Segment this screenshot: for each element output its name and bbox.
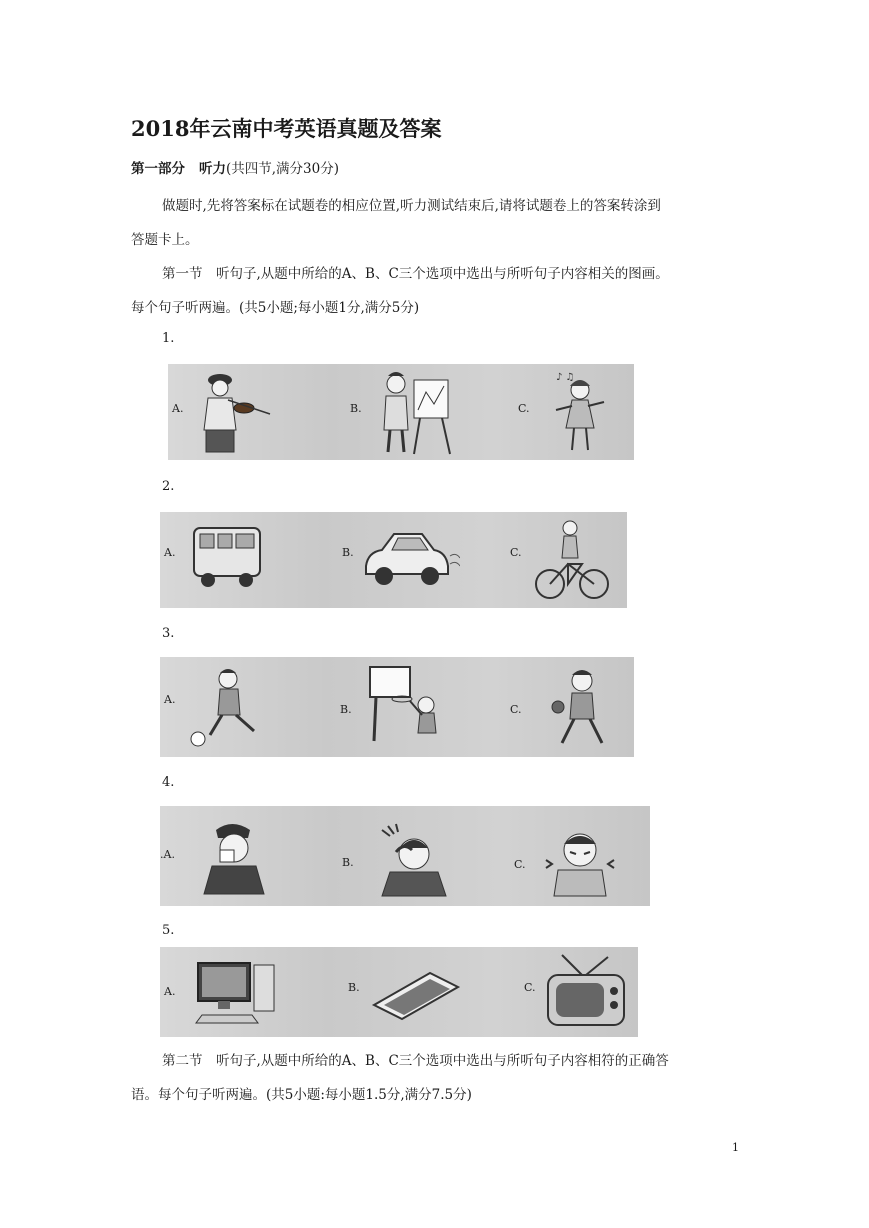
bicycle-icon (532, 518, 612, 602)
part-name: 听力 (199, 161, 226, 177)
page-title: 2018年云南中考英语真题及答案 (131, 116, 442, 141)
option-label-a: .A. (160, 848, 175, 861)
option-label-c: C. (524, 981, 536, 994)
part-heading (131, 157, 339, 177)
painter-easel-icon (378, 370, 458, 456)
option-label-b: B. (340, 703, 352, 716)
section2-line-1: 第二节 听句子,从题中所给的A、B、C三个选项中选出与所听句子内容相符的正确答 (162, 1053, 669, 1069)
option-label-b: B. (342, 546, 354, 559)
option-label-c: C. (514, 858, 526, 871)
question-5-image-strip (160, 947, 638, 1037)
violin-player-icon (198, 370, 278, 454)
question-number: 3. (162, 626, 175, 641)
basketball-hoop-icon (366, 661, 450, 751)
option-label-b: B. (350, 402, 362, 415)
soccer-boy-icon (188, 665, 268, 751)
question-number: 2. (162, 479, 175, 494)
question-number: 5. (162, 923, 175, 938)
option-label-c: C. (510, 546, 522, 559)
question-1-image-strip (168, 364, 634, 460)
question-number: 4. (162, 775, 175, 790)
option-label-c: C. (518, 402, 530, 415)
part-label: 第一部分 (131, 161, 185, 177)
section2-line-2: 语。每个句子听两遍。(共5小题:每小题1.5分,满分7.5分) (131, 1087, 472, 1103)
coughing-man-icon (198, 820, 278, 896)
question-3-image-strip (160, 657, 634, 757)
headache-boy-icon (374, 822, 454, 898)
intro-line-1: 做题时,先将答案标在试题卷的相应位置,听力测试结束后,请将试题卷上的答案转涂到 (162, 198, 661, 214)
car-icon (360, 526, 460, 592)
option-label-b: B. (342, 856, 354, 869)
part-note: (共四节,满分30分) (226, 161, 340, 177)
question-number: 1. (162, 331, 175, 346)
section1-line-1: 第一节 听句子,从题中所给的A、B、C三个选项中选出与所听句子内容相关的图画。 (162, 266, 669, 282)
television-icon (542, 953, 632, 1033)
svg-text:♪ ♫: ♪ ♫ (556, 372, 575, 383)
option-label-a: A. (164, 693, 176, 706)
intro-line-2: 答题卡上。 (131, 232, 199, 248)
smartphone-icon (366, 965, 466, 1025)
option-label-c: C. (510, 703, 522, 716)
page-number: 1 (732, 1141, 739, 1154)
option-label-a: A. (172, 402, 184, 415)
bus-icon (190, 522, 266, 592)
section1-line-2: 每个句子听两遍。(共5小题;每小题1分,满分5分) (131, 300, 420, 316)
toothache-boy-icon (540, 820, 620, 900)
computer-icon (194, 959, 284, 1031)
option-label-b: B. (348, 981, 360, 994)
question-2-image-strip (160, 512, 627, 608)
question-4-image-strip (160, 806, 650, 906)
singing-girl-icon (540, 366, 620, 456)
option-label-a: A. (164, 985, 176, 998)
running-boy-icon (538, 663, 618, 751)
option-label-a: A. (164, 546, 176, 559)
